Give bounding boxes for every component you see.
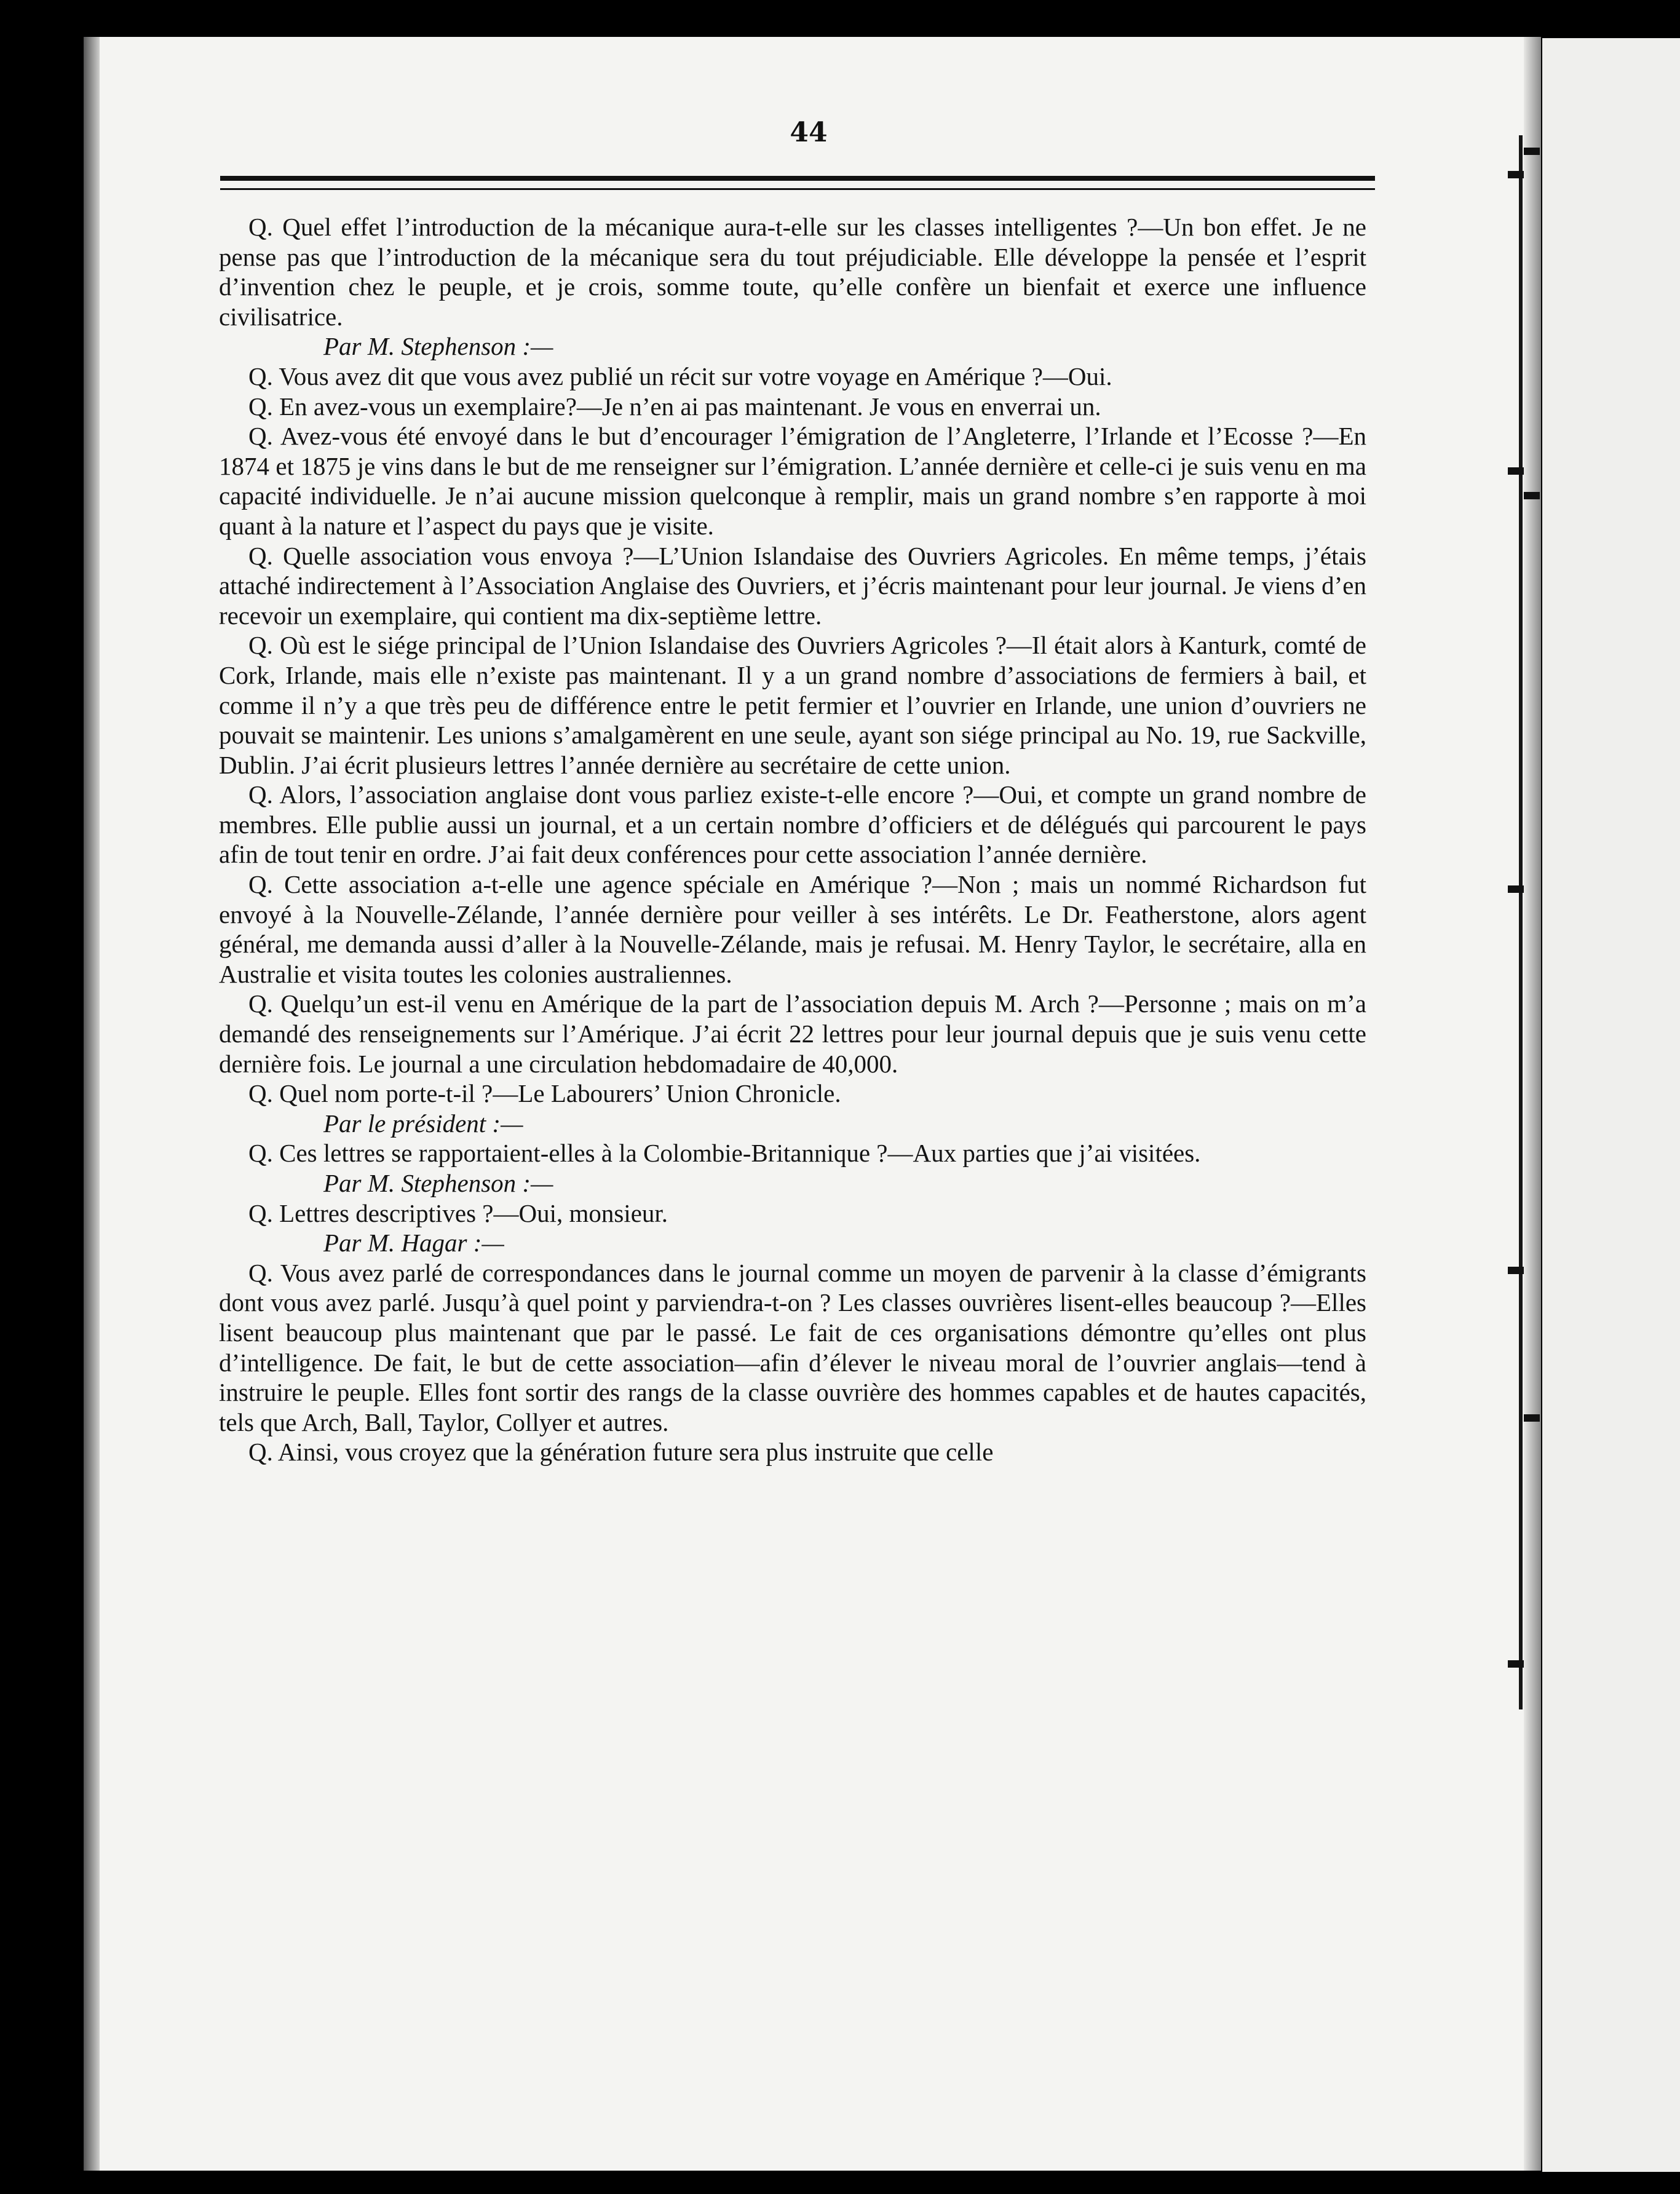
speaker-heading: Par M. Hagar :—	[323, 1229, 504, 1257]
qa-paragraph: Q. Cette association a-t-elle une agence spéciale en Amérique ?—Non ; mais un nommé Richardson fut envoyé à la Nouvelle-Zélande, l’année dernière pour veiller à ses intérêts. Le Dr. Featherstone, alors agent général, me demanda aussi d’aller à la Nouvelle-Zélande, mais je refusai. M. Henry Taylor, le secrétaire, alla en Australie et visita toutes les colonies australiennes.	[219, 870, 1366, 988]
page-number: 44	[790, 117, 828, 148]
speaker-heading: Par M. Stephenson :—	[323, 332, 553, 361]
page-edge-shadow-left	[84, 37, 100, 2171]
speaker-heading: Par le président :—	[323, 1109, 523, 1138]
binding-mark	[1508, 885, 1524, 893]
page-edge-shadow-right	[1524, 37, 1541, 2171]
binding-mark	[1508, 1660, 1524, 1668]
binding-mark	[1508, 1267, 1524, 1274]
qa-paragraph: Q. Où est le siége principal de l’Union Islandaise des Ouvriers Agricoles ?—Il était alors à Kanturk, comté de Cork, Irlande, mais elle n’existe pas maintenant. Il y a un grand nombre d’associations de fermiers à bail, et comme il n’y a que très peu de différence entre le petit fermier et l’ouvrier en Irlande, une union d’ouvriers ne pouvait se maintenir. Les unions s’amalgamèrent en une seule, ayant son siége principal au No. 19, rue Sackville, Dublin. J’ai écrit plusieurs lettres l’année dernière au secrétaire de cette union.	[219, 631, 1366, 779]
qa-paragraph: Q. En avez-vous un exemplaire?—Je n’en ai pas maintenant. Je vous en enverrai un.	[248, 392, 1101, 421]
binding-mark	[1524, 1414, 1540, 1422]
qa-paragraph: Q. Alors, l’association anglaise dont vous parliez existe-t-elle encore ?—Oui, et compte un grand nombre de membres. Elle publie aussi un journal, et a un certain nombre d’officiers et de délégués qui parcourent le pays afin de tout tenir en ordre. J’ai fait deux conférences pour cette association l’année dernière.	[219, 780, 1366, 869]
binding-mark	[1508, 467, 1524, 475]
adjacent-page-strip	[1542, 38, 1680, 2172]
qa-paragraph: Q. Vous avez parlé de correspondances dans le journal comme un moyen de parvenir à la classe d’émigrants dont vous avez parlé. Jusqu’à quel point y parviendra-t-on ? Les classes ouvrières lisent-elles beaucoup ?—Elles lisent beaucoup plus maintenant que par le passé. Le fait de ces organisations démontre qu’elles ont plus d’intelligence. De fait, le but de cette association—afin d’élever le niveau moral de l’ouvrier anglais—tend à instruire le peuple. Elles font sortir des rangs de la classe ouvrière des hommes capables et de hautes capacités, tels que Arch, Ball, Taylor, Collyer et autres.	[219, 1258, 1366, 1436]
qa-paragraph: Q. Quelle association vous envoya ?—L’Union Islandaise des Ouvriers Agricoles. En même temps, j’étais attaché indirectement à l’Association Anglaise des Ouvriers, et j’écris maintenant pour leur journal. Je viens d’en recevoir un exemplaire, qui contient ma dix-septième lettre.	[219, 541, 1366, 630]
speaker-heading: Par M. Stephenson :—	[323, 1169, 553, 1197]
qa-paragraph: Q. Ces lettres se rapportaient-elles à la Colombie-Britannique ?—Aux parties que j’ai visitées.	[248, 1139, 1201, 1168]
binding-mark	[1508, 171, 1524, 178]
qa-paragraph: Q. Vous avez dit que vous avez publié un récit sur votre voyage en Amérique ?—Oui.	[248, 362, 1112, 390]
header-rule-thin	[220, 188, 1375, 190]
binding-mark	[1524, 492, 1540, 499]
qa-paragraph: Q. Quel nom porte-t-il ?—Le Labourers’ Union Chronicle.	[248, 1079, 841, 1108]
body-text	[219, 212, 1366, 1467]
qa-paragraph: Q. Lettres descriptives ?—Oui, monsieur.	[248, 1198, 668, 1227]
qa-paragraph: Q. Ainsi, vous croyez que la génération future sera plus instruite que celle	[248, 1438, 994, 1467]
qa-paragraph: Q. Quel effet l’introduction de la mécanique aura-t-elle sur les classes intelligentes ?—Un bon effet. Je ne pense pas que l’introduction de la mécanique sera du tout préjudiciable. Elle développe la pensée et l’esprit d’invention chez le peuple, et je crois, somme toute, qu’elle confère un bienfait et exerce une influence civilisatrice.	[219, 213, 1366, 331]
qa-paragraph: Q. Avez-vous été envoyé dans le but d’encourager l’émigration de l’Angleterre, l’Irlande et l’Ecosse ?—En 1874 et 1875 je vins dans le but de me renseigner sur l’émigration. L’année dernière et celle-ci je suis venu en ma capacité individuelle. Je n’ai aucune mission quelconque à remplir, mais un grand nombre s’en rapporte à moi quant à la nature et l’aspect du pays que je visite.	[219, 422, 1366, 540]
binding-mark	[1524, 148, 1540, 155]
binding-spine-line	[1519, 135, 1523, 1709]
header-rule-thick	[220, 176, 1375, 181]
qa-paragraph: Q. Quelqu’un est-il venu en Amérique de la part de l’association depuis M. Arch ?—Personne ; mais on m’a demandé des renseignements sur l’Amérique. J’ai écrit 22 lettres pour leur journal depuis que je suis venu cette dernière fois. Le journal a une circulation hebdomadaire de 40,000.	[219, 989, 1366, 1078]
